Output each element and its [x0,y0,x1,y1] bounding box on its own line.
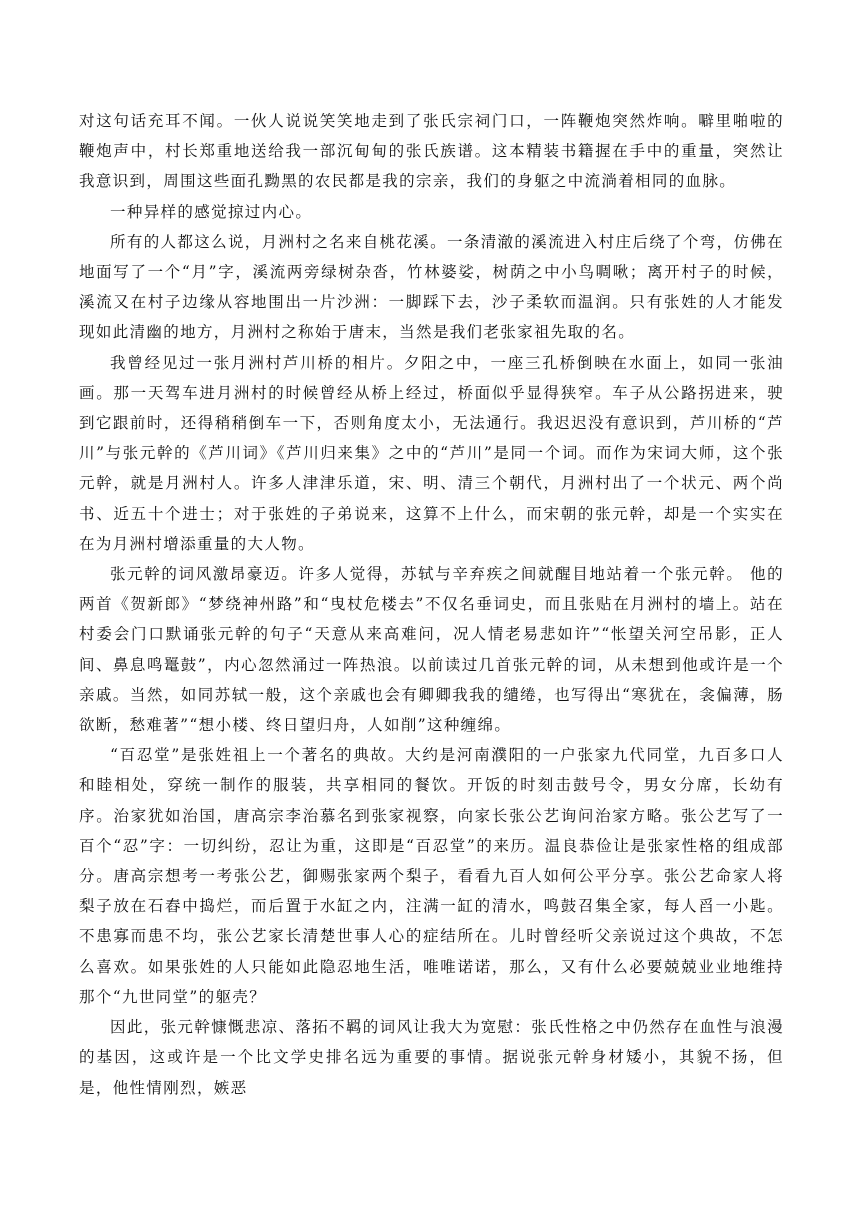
paragraph-1: 对这句话充耳不闻。一伙人说说笑笑地走到了张氏宗祠门口，一阵鞭炮突然炸响。噼里啪啦的鞭炮声中，村长郑重地送给我一部沉甸甸的张氏族谱。这本精装书籍握在手中的重量，突然让我意识到，周围这些面孔黝黑的农民都是我的宗亲，我们的身躯之中流淌着相同的血脉。 [79,112,784,191]
paragraph-6: “百忍堂”是张姓祖上一个著名的典故。大约是河南濮阳的一户张家九代同堂，九百多口人和睦相处，穿统一制作的服装，共享相同的餐饮。开饭的时刻击鼓号令，男女分席，长幼有序。治家犹如治国，唐高宗李治慕名到张家视察，向家长张公艺询问治家方略。张公艺写了一百个“忍”字：一切纠纷，忍让为重，这即是“百忍堂”的来历。温良恭俭让是张家性格的组成部分。唐高宗想考一考张公艺，御赐张家两个梨子，看看九百人如何公平分享。张公艺命家人将梨子放在石舂中捣烂，而后置于水缸之内，注满一缸的清水，鸣鼓召集全家，每人舀一小匙。不患寡而患不均，张公艺家长清楚世事人心的症结所在。儿时曾经听父亲说过这个典故，不怎么喜欢。如果张姓的人只能如此隐忍地生活，唯唯诺诺，那么，又有什么必要兢兢业业地维持那个“九世同堂”的躯壳？ [79,746,784,1006]
paragraph-5: 张元幹的词风激昂豪迈。许多人觉得，苏轼与辛弃疾之间就醒目地站着一个张元幹。 他的两首《贺新郎》“梦绕神州路”和“曳杖危楼去”不仅名垂词史，而且张贴在月洲村的墙上。站在村委会门口默诵张元幹的句子“天意从来高难问，况人情老易悲如许”“怅望关河空吊影，正人间、鼻息鸣鼍鼓”，内心忽然涌过一阵热浪。以前读过几首张元幹的词，从未想到他或许是一个亲戚。当然，如同苏轼一般，这个亲戚也会有卿卿我我的缱绻，也写得出“寒犹在，衾偏薄，肠欲断，愁难著”“想小楼、终日望归舟，人如削”这种缠绵。 [79,565,784,735]
paragraph-3: 所有的人都这么说，月洲村之名来自桃花溪。一条清澈的溪流进入村庄后绕了个弯，仿佛在地面写了一个“月”字，溪流两旁绿树杂沓，竹林婆娑，树荫之中小鸟啁啾；离开村子的时候，溪流又在村子边缘从容地围出一片沙洲：一脚踩下去，沙子柔软而温润。只有张姓的人才能发现如此清幽的地方，月洲村之称始于唐末，当然是我们老张家祖先取的名。 [79,232,785,342]
paragraph-4: 我曾经见过一张月洲村芦川桥的相片。夕阳之中，一座三孔桥倒映在水面上，如同一张油画。那一天驾车进月洲村的时候曾经从桥上经过，桥面似乎显得狭窄。车子从公路拐进来，驶到它跟前时，还得稍稍倒车一下，否则角度太小，无法通行。我迟迟没有意识到，芦川桥的“芦川”与张元幹的《芦川词》《芦川归来集》之中的“芦川”是同一个词。而作为宋词大师，这个张元幹，就是月洲村人。许多人津津乐道，宋、明、清三个朝代，月洲村出了一个状元、两个尚书、近五十个进士；对于张姓的子弟说来，这算不上什么，而宋朝的张元幹，却是一个实实在在为月洲村增添重量的大人物。 [79,353,784,553]
paragraph-7: 因此，张元幹慷慨悲凉、落拓不羁的词风让我大为宽慰：张氏性格之中仍然存在血性与浪漫的基因，这或许是一个比文学史排名远为重要的事情。据说张元幹身材矮小，其貌不扬，但是，他性情刚烈，嫉恶 [79,1018,785,1097]
paragraph-2: 一种异样的感觉掠过内心。 [110,202,313,221]
document-body [79,106,784,1103]
